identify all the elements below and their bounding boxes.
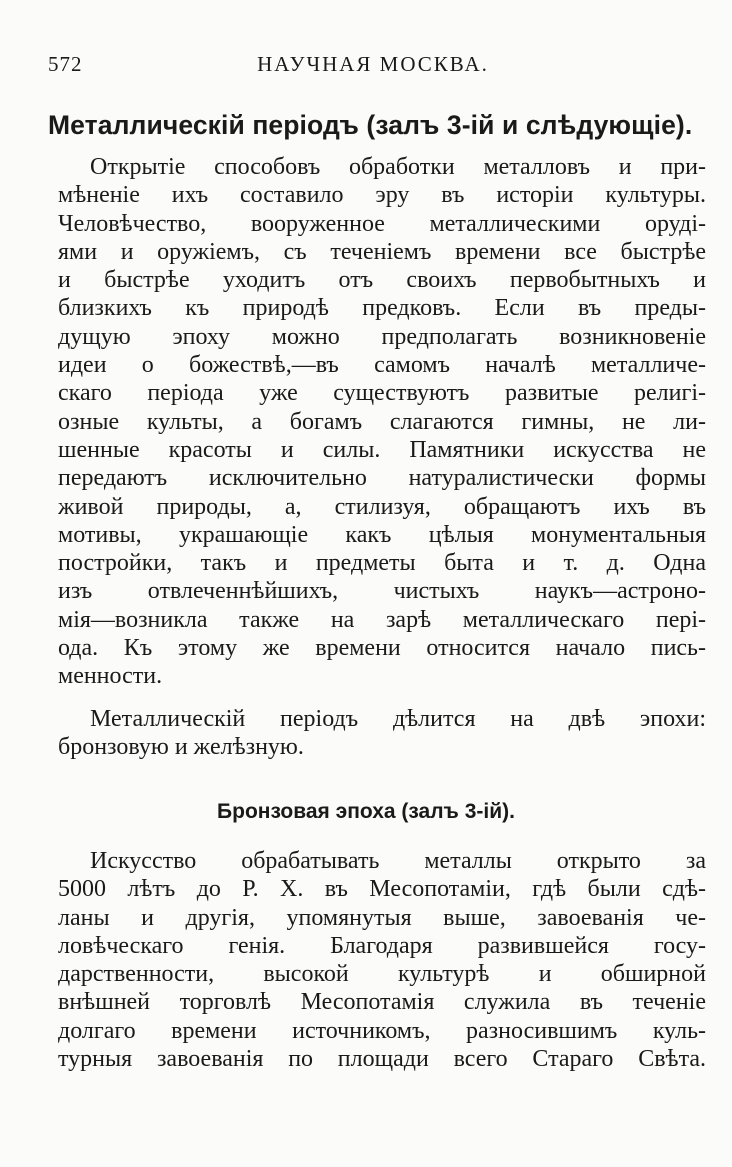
paragraph-bronze-age — [58, 847, 706, 1073]
text-line: менности. — [58, 663, 163, 690]
text-line: Металлическій періодъ дѣлится на двѣ эпохи: — [90, 706, 706, 732]
text-line: внѣшней торговлѣ Месопотамія служила въ теченіе — [58, 989, 706, 1016]
text-line: скаго періода уже существуютъ развитые религі- — [58, 380, 706, 407]
text-line: бронзовую и желѣзную. — [58, 734, 304, 761]
text-line: озные культы, а богамъ слагаются гимны, не ли- — [58, 408, 706, 435]
running-title: НАУЧНАЯ МОСКВА. — [257, 52, 489, 76]
text-line: идеи о божествѣ,—въ самомъ началѣ металличе- — [58, 352, 706, 379]
text-line: дущую эпоху можно предполагать возникновеніе — [58, 323, 706, 350]
text-line: Человѣчество, вооруженное металлическими орудi- — [58, 210, 706, 237]
text-line: мія—возникла также на зарѣ металлическаго пері- — [58, 606, 706, 633]
text-line: ями и оружіемъ, съ теченіемъ времени все быстрѣе — [58, 238, 706, 265]
paragraph-metal-period-division — [58, 705, 706, 762]
text-line: Искусство обрабатывать металлы открыто за — [90, 848, 706, 874]
text-line: изъ отвлеченнѣйшихъ, чистыхъ наукъ—астроно- — [58, 578, 706, 605]
text-line: шенные красоты и силы. Памятники искусства не — [58, 436, 706, 463]
text-line: 5000 лѣтъ до Р. Х. въ Месопотаміи, гдѣ были сдѣ- — [58, 876, 706, 903]
text-line: долгаго времени источникомъ, разносившимъ куль- — [58, 1017, 706, 1044]
text-line: передаютъ исключительно натуралистически формы — [58, 465, 706, 492]
subsection-title: Бронзовая эпоха (залъ 3-ій). — [217, 800, 515, 823]
text-line: и быстрѣе уходитъ отъ своихъ первобытныхъ и — [58, 267, 706, 294]
section-title: Металлическій періодъ (залъ 3-ій и слѣдующіе). — [48, 110, 693, 140]
text-line: дарственности, высокой культурѣ и обширной — [58, 961, 706, 988]
page-header — [48, 52, 698, 82]
page-number: 572 — [48, 52, 83, 76]
text-line: ода. Къ этому же времени относится начало пись- — [58, 635, 706, 662]
text-line: турныя завоеванія по площади всего Стараго Свѣта. — [58, 1046, 706, 1073]
text-line: мѣненіе ихъ составило эру въ исторіи культуры. — [58, 182, 706, 209]
text-line: Открытіе способовъ обработки металловъ и при- — [90, 154, 706, 180]
text-line: постройки, такъ и предметы быта и т. д. Одна — [58, 550, 706, 577]
text-line: ланы и другія, упомянутыя выше, завоеванія че- — [58, 904, 706, 931]
paragraph-metal-period-intro — [58, 153, 706, 691]
text-line: близкихъ къ природѣ предковъ. Если въ преды- — [58, 295, 706, 322]
text-line: ловѣческаго генія. Благодаря развившейся госу- — [58, 932, 706, 959]
text-line: мотивы, украшающіе какъ цѣлыя монументальныя — [58, 521, 706, 548]
text-line: живой природы, а, стилизуя, обращаютъ ихъ въ — [58, 493, 706, 520]
